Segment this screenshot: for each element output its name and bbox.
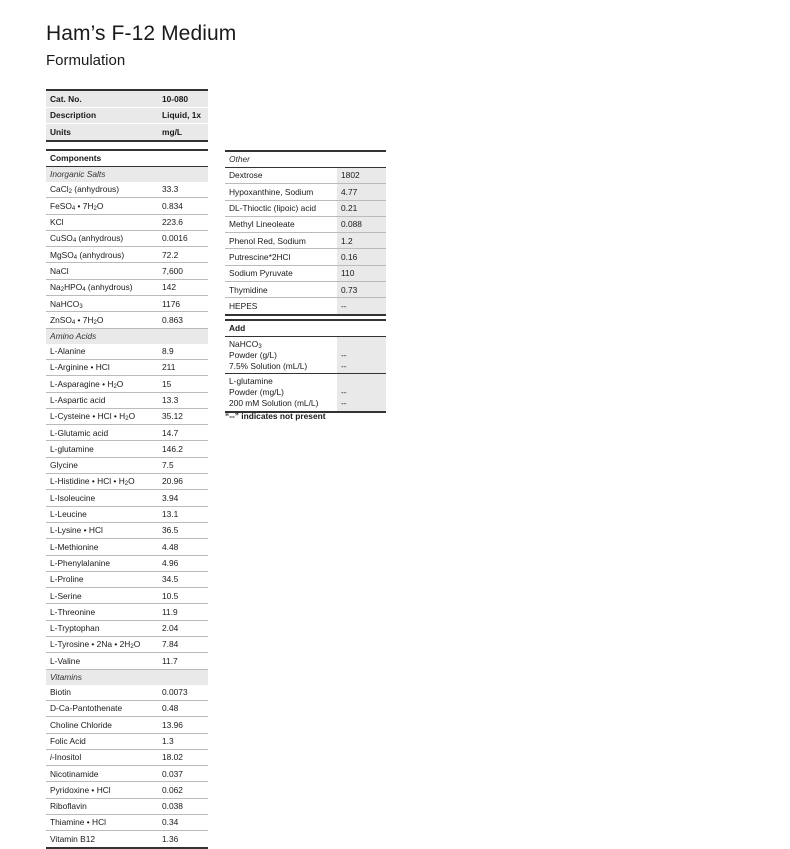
other-value: 4.77 [337,184,386,200]
other-value: 110 [337,265,386,281]
other-row [225,184,386,200]
component-row [46,700,208,716]
component-value: 1.36 [158,831,208,848]
category-row [46,328,208,344]
component-row [46,344,208,360]
other-category-label: Other [225,151,386,168]
other-name: Dextrose [225,168,337,184]
other-name: Putrescine*2HCl [225,249,337,265]
component-value: 11.7 [158,653,208,669]
component-row [46,457,208,473]
add-value: -- -- [337,374,386,412]
components-header: Components [46,150,208,167]
component-value: 36.5 [158,522,208,538]
component-value: 0.834 [158,198,208,214]
info-value: mg/L [158,124,208,141]
component-row [46,182,208,198]
component-value: 0.48 [158,700,208,716]
other-value: -- [337,298,386,315]
component-name: KCl [46,214,158,230]
component-row [46,230,208,246]
other-name: Phenol Red, Sodium [225,233,337,249]
component-name: $Na_2HPO_4$ (anhydrous) [46,279,158,295]
component-row [46,506,208,522]
category-label: Inorganic Salts [46,167,208,183]
component-name: Choline Chloride [46,717,158,733]
component-value: 14.7 [158,425,208,441]
info-label: Description [46,107,158,124]
component-row [46,637,208,653]
other-value: 0.16 [337,249,386,265]
component-name: L-Tyrosine • 2Na • $2H_2O$ [46,637,158,653]
component-row [46,522,208,538]
other-category-row [225,151,386,168]
component-value: 146.2 [158,441,208,457]
component-value: 0.34 [158,814,208,830]
component-value: 10.5 [158,588,208,604]
component-value: 142 [158,279,208,295]
other-value: 1.2 [337,233,386,249]
component-name: Riboflavin [46,798,158,814]
component-row [46,408,208,424]
other-row [225,282,386,298]
page-title: Ham’s F-12 Medium [46,22,237,45]
component-row [46,571,208,587]
component-value: 4.48 [158,539,208,555]
component-row [46,798,208,814]
add-value: -- -- [337,337,386,374]
component-row [46,653,208,669]
component-name: NaHCO$_3$ [46,296,158,312]
other-row [225,216,386,232]
footnote: “--” indicates not present [225,411,326,421]
other-components-table [225,150,386,316]
component-row [46,604,208,620]
add-header-row [225,320,386,337]
info-row [46,107,208,124]
component-name: L-Tryptophan [46,620,158,636]
component-value: 33.3 [158,182,208,198]
other-row [225,298,386,315]
component-value: 0.863 [158,312,208,328]
component-row [46,359,208,375]
component-name: L-Valine [46,653,158,669]
component-row [46,263,208,279]
info-row [46,124,208,141]
component-row [46,312,208,328]
component-name: Nicotinamide [46,766,158,782]
component-name: Folic Acid [46,733,158,749]
other-row [225,265,386,281]
info-value: Liquid, 1x [158,107,208,124]
component-row [46,733,208,749]
component-value: 0.062 [158,782,208,798]
component-value: 223.6 [158,214,208,230]
component-value: 0.0016 [158,230,208,246]
component-value: 0.038 [158,798,208,814]
add-name: L-glutamine Powder (mg/L) 200 mM Solution (mL/L) [225,374,337,412]
component-name: L-Serine [46,588,158,604]
component-row [46,198,208,214]
component-value: 13.96 [158,717,208,733]
component-name: CaCl$_2$ (anhydrous) [46,182,158,198]
other-name: Methyl Lineoleate [225,216,337,232]
component-name: L-Histidine • HCl • $H_2O$ [46,474,158,490]
component-name: Thiamine • HCl [46,814,158,830]
component-row [46,766,208,782]
component-row [46,782,208,798]
component-value: 7,600 [158,263,208,279]
component-name: Pyridoxine • HCl [46,782,158,798]
category-label: Amino Acids [46,328,208,344]
component-value: 8.9 [158,344,208,360]
add-row [225,374,386,412]
component-row [46,474,208,490]
component-value: 34.5 [158,571,208,587]
component-name: L-Asparagine • $H_2O$ [46,376,158,392]
component-name: L-Threonine [46,604,158,620]
other-value: 1802 [337,168,386,184]
other-name: Sodium Pyruvate [225,265,337,281]
other-name: DL-Thioctic (lipoic) acid [225,200,337,216]
other-name: Thymidine [225,282,337,298]
category-row [46,669,208,685]
component-name: L-Cysteine • HCl • $H_2O$ [46,408,158,424]
component-value: 18.02 [158,749,208,765]
info-value: 10-080 [158,90,208,107]
category-row [46,167,208,183]
component-row [46,814,208,830]
component-name: NaCl [46,263,158,279]
component-name: L-Methionine [46,539,158,555]
add-row [225,337,386,374]
component-name: i-Inositol [46,749,158,765]
component-value: 3.94 [158,490,208,506]
component-value: 72.2 [158,247,208,263]
component-name: L-Aspartic acid [46,392,158,408]
component-value: 35.12 [158,408,208,424]
component-row [46,441,208,457]
other-name: Hypoxanthine, Sodium [225,184,337,200]
component-row [46,247,208,263]
component-value: 7.84 [158,637,208,653]
component-value: 7.5 [158,457,208,473]
other-row [225,200,386,216]
component-value: 0.037 [158,766,208,782]
component-value: 1.3 [158,733,208,749]
component-name: L-glutamine [46,441,158,457]
component-row [46,376,208,392]
other-row [225,233,386,249]
component-name: L-Leucine [46,506,158,522]
other-value: 0.088 [337,216,386,232]
component-name: L-Proline [46,571,158,587]
component-row [46,588,208,604]
component-row [46,555,208,571]
add-name: NaHCO$_3$ Powder (g/L) 7.5% Solution (mL/L) [225,337,337,374]
component-row [46,425,208,441]
component-name: Glycine [46,457,158,473]
other-row [225,168,386,184]
component-name: L-Alanine [46,344,158,360]
other-row [225,249,386,265]
component-value: 13.3 [158,392,208,408]
component-row [46,831,208,848]
product-info-table [46,89,208,142]
component-row [46,685,208,701]
info-row [46,90,208,107]
component-value: 11.9 [158,604,208,620]
component-name: L-Arginine • HCl [46,359,158,375]
component-name: L-Phenylalanine [46,555,158,571]
info-label: Cat. No. [46,90,158,107]
component-row [46,717,208,733]
other-value: 0.21 [337,200,386,216]
components-header-row [46,150,208,167]
category-label: Vitamins [46,669,208,685]
add-header: Add [225,320,386,337]
component-name: ZnSO$_4$ • $7H_2O$ [46,312,158,328]
component-value: 2.04 [158,620,208,636]
component-row [46,749,208,765]
component-row [46,214,208,230]
component-row [46,279,208,295]
component-name: Biotin [46,685,158,701]
component-name: D-Ca-Pantothenate [46,700,158,716]
component-name: MgSO$_4$ (anhydrous) [46,247,158,263]
page-subtitle: Formulation [46,52,126,69]
info-label: Units [46,124,158,141]
component-name: FeSO$_4$ • $7H_2O$ [46,198,158,214]
component-value: 0.0073 [158,685,208,701]
component-value: 4.96 [158,555,208,571]
add-table [225,319,386,413]
component-value: 211 [158,359,208,375]
component-value: 20.96 [158,474,208,490]
component-row [46,392,208,408]
component-name: L-Isoleucine [46,490,158,506]
component-row [46,490,208,506]
component-value: 15 [158,376,208,392]
other-value: 0.73 [337,282,386,298]
component-name: Vitamin B12 [46,831,158,848]
component-name: L-Lysine • HCl [46,522,158,538]
components-table [46,149,208,849]
component-name: L-Glutamic acid [46,425,158,441]
component-row [46,620,208,636]
other-name: HEPES [225,298,337,315]
component-name: CuSO$_4$ (anhydrous) [46,230,158,246]
component-value: 1176 [158,296,208,312]
component-row [46,296,208,312]
component-row [46,539,208,555]
component-value: 13.1 [158,506,208,522]
